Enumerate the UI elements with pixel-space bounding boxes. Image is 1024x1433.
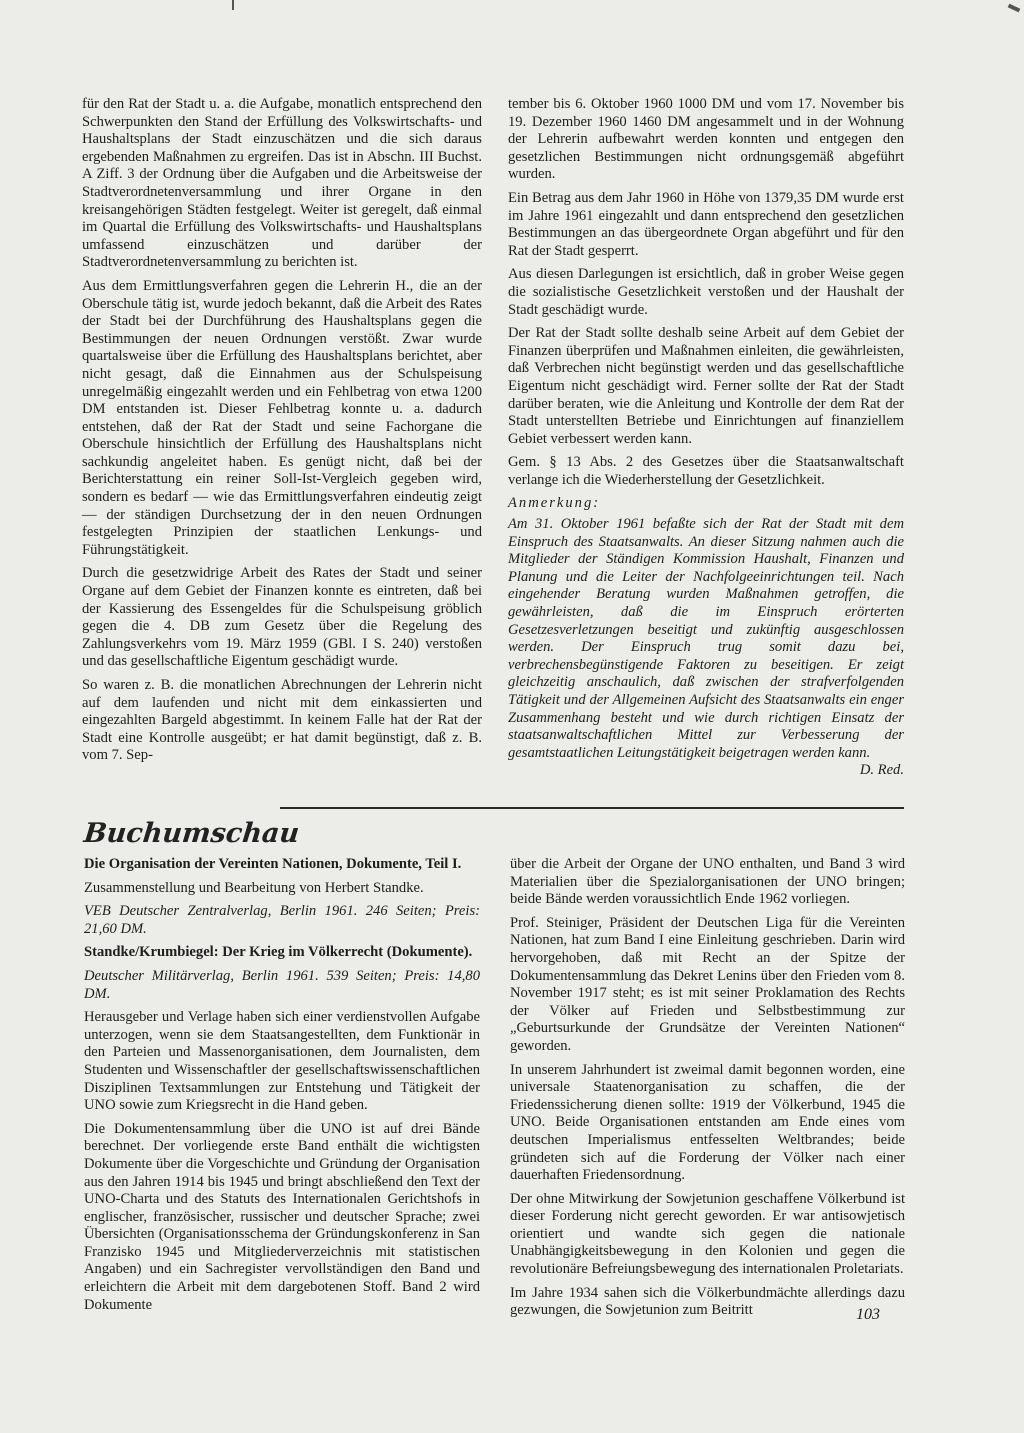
annotation-signature: D. Red. <box>859 762 904 779</box>
review-paragraph: Prof. Steiniger, Präsident der Deutschen Liga für die Vereinten Nationen, hat zum Band I eine Einleitung geschrieben. Darin wird hervorgehoben, daß mit Recht an der Spitze der Dokumentensammlung das Dekret Lenins über den Frieden vom 8. November 1917 steht; es ist mit seiner Proklamation des Rechts der Völker auf Frieden und Selbstbestimmung zur „Geburtsurkunde der Grundsätze der Vereinten Nationen“ geworden. <box>510 914 905 1054</box>
article-paragraph: Ein Betrag aus dem Jahr 1960 in Höhe von 1379,35 DM wurde erst im Jahre 1961 eingezahlt und dann entsprechend den gesetzlichen Bestimmungen an das übergeordnete Organ abgeführt und für den Rat der Stadt gesperrt. <box>508 189 904 259</box>
book-title: Die Organisation der Vereinten Nationen, Dokumente, Teil I. <box>84 856 462 872</box>
annotation-body: Am 31. Oktober 1961 befaßte sich der Rat der Stadt mit dem Einspruch des Staatsanwalts. An dieser Sitzung nahmen auch die Mitglieder der Ständigen Kommission Haushalt, Finanzen und Planung und die Leiter der Nachfolgeeinrichtungen teil. Nach eingehender Beratung wurden Maßnahmen getroffen, die gewährleisten, daß die im Einspruch erörterten Gesetzesverletzungen beseitigt und zukünftig ausgeschlossen werden. Der Einspruch trug somit dazu bei, verbrechensbegünstigende Faktoren zu beseitigen. Er zeigt gleichzeitig anschaulich, daß zwischen der strafverfolgenden Tätigkeit und der Allgemeinen Aufsicht des Staatsanwalts ein enger Zusammenhang besteht und wie durch richtigen Einsatz der staatsanwaltschaftlichen Mittel zur Verbesserung der gesamtstaatlichen Leitungstätigkeit beigetragen werden kann. <box>508 516 904 761</box>
article-paragraph: Durch die gesetzwidrige Arbeit des Rates der Stadt und seiner Organe auf dem Gebiet der Finanzen konnte es eintreten, daß bei der Kassierung des Essengeldes für die Schulspeisung gröblich gegen die 4. DB zum Gesetz über die Regelung des Zahlungsverkehrs vom 19. März 1959 (GBl. I S. 240) verstoßen und das gesellschaftliche Eigentum geschädigt wurde. <box>82 565 482 670</box>
review-paragraph: In unserem Jahrhundert ist zweimal damit begonnen worden, eine universale Staatenorganisation zu schaffen, die der Friedenssicherung dienen sollte: 1919 der Völkerbund, 1945 die UNO. Beide Organisationen entstanden am Ende eines vom deutschen Imperialismus entfesselten Weltbrandes; beide gründeten sich auf die Forderung der Völker nach einer dauerhaften Friedensordnung. <box>510 1061 905 1184</box>
review-column-left <box>84 856 480 1320</box>
annotation-heading: Anmerkung: <box>508 495 601 512</box>
article-paragraph: Aus dem Ermittlungsverfahren gegen die Lehrerin H., die an der Oberschule tätig ist, wurde jedoch bekannt, daß die Arbeit des Rates der Stadt bei der Durchführung des Haushaltsplans gegen die Bestimmungen der neuen Ordnungen verstößt. Zwar wurde quartalsweise über die Erfüllung des Haushaltsplans berichtet, aber nicht gesagt, daß die Einnahmen aus der Schulspeisung unregelmäßig eingezahlt werden und ein Fehlbetrag von etwa 1200 DM entstanden ist. Dieser Fehlbetrag konnte u. a. dadurch entstehen, daß der Rat der Stadt und seine Fachorgane die Oberschule hinsichtlich der Erfüllung des Haushaltsplans nicht sachkundig angeleitet haben. Es genügt nicht, daß bei der Berichterstattung ein reiner Soll-Ist-Vergleich gegeben wird, sondern es bedarf — wie das Ermittlungsverfahren eindeutig zeigt — der ständigen Durchsetzung der in den neuen Ordnungen festgelegten Prinzipien der staatlichen Lenkungs- und Führungstätigkeit. <box>82 277 482 558</box>
annotation-text <box>508 516 904 779</box>
section-divider <box>280 807 904 809</box>
review-paragraph: Die Dokumentensammlung über die UNO ist auf drei Bände berechnet. Der vorliegende erste Band enthält die wichtigsten Dokumente über die Vorgeschichte und Gründung der Organisation aus den Jahren 1914 bis 1945 und bringt abschließend den Text der UNO-Charta und des Statuts des Internationalen Gerichtshofs in englischer, französischer, russischer und deutscher Sprache; zwei Übersichten (Organisationsschema der Gründungskonferenz in San Franzisko 1945 und Mitgliederverzeichnis mit statistischen Angaben) und ein Sachregister vervollständigen den Band und erleichtern die Arbeit mit dem dargebotenen Stoff. Band 2 wird Dokumente <box>84 1120 480 1313</box>
article-paragraph: für den Rat der Stadt u. a. die Aufgabe, monatlich entsprechend den Schwerpunkten den Stand der Erfüllung des Volkswirtschafts- und Haushaltsplans der Stadt einzuschätzen und die sich daraus ergebenden Maßnahmen zu ergreifen. Das ist in Abschn. III Buchst. A Ziff. 3 der Ordnung über die Aufgaben und die Arbeitsweise der Stadtverordnetenversammlung und ihrer Organe in den kreisangehörigen Städten festgelegt. Weiter ist geregelt, daß einmal im Quartal die Erfüllung des Volkswirtschafts- und Haushaltsplans umfassend einzuschätzen und darüber der Stadtverordnetenversammlung zu berichten ist. <box>82 96 482 271</box>
book-author: Zusammenstellung und Bearbeitung von Herbert Standke. <box>84 879 424 896</box>
review-column-right <box>510 856 905 1326</box>
article-paragraph: Aus diesen Darlegungen ist ersichtlich, daß in grober Weise gegen die sozialistische Gesetzlichkeit verstoßen und der Haushalt der Stadt geschädigt wurde. <box>508 266 904 318</box>
section-heading: Buchumschau <box>82 818 301 849</box>
scan-mark <box>1008 4 1021 13</box>
review-paragraph: Im Jahre 1934 sahen sich die Völkerbundmächte allerdings dazu gezwungen, die Sowjetunion zum Beitritt <box>510 1284 905 1319</box>
review-paragraph: Herausgeber und Verlage haben sich einer verdienstvollen Aufgabe unterzogen, wenn sie dem Staatsangestellten, dem Funktionär in den Parteien und Massenorganisationen, dem Journalisten, dem Studenten und Wissenschaftler der gesellschaftswissenschaftlichen Disziplinen Textsammlungen zur Entstehung und Tätigkeit der UNO sowie zum Kriegsrecht in die Hand geben. <box>84 1009 480 1114</box>
scan-mark <box>232 0 234 10</box>
book-title: Standke/Krumbiegel: Der Krieg im Völkerrecht (Dokumente). <box>84 944 473 961</box>
book-publisher: Deutscher Militärverlag, Berlin 1961. 539 Seiten; Preis: 14,80 DM. <box>84 967 480 1002</box>
article-paragraph: Der Rat der Stadt sollte deshalb seine Arbeit auf dem Gebiet der Finanzen überprüfen und Maßnahmen einleiten, die gewährleisten, daß Verbrechen nicht begünstigt werden und das gesellschaftliche Eigentum nicht geschädigt wird. Ferner sollte der Rat der Stadt darüber beraten, wie die Anleitung und Kontrolle der dem Rat der Stadt unterstellten Betriebe und Einrichtungen auf finanziellem Gebiet verbessert werden kann. <box>508 325 904 447</box>
article-column-left <box>82 96 482 771</box>
book-publisher: VEB Deutscher Zentralverlag, Berlin 1961. 246 Seiten; Preis: 21,60 DM. <box>84 903 480 937</box>
article-paragraph: tember bis 6. Oktober 1960 1000 DM und vom 17. November bis 19. Dezember 1960 1460 DM angesammelt und in der Wohnung der Lehrerin aufbewahrt werden konnten und entgegen den gesetzlichen Bestimmungen nicht ordnungsgemäß abgeführt wurden. <box>508 96 904 183</box>
review-paragraph: über die Arbeit der Organe der UNO enthalten, und Band 3 wird Materialien über die Spezialorganisationen der UNO bringen; beide Bände werden voraussichtlich Ende 1962 vorliegen. <box>510 856 905 908</box>
article-column-right <box>508 96 904 780</box>
article-paragraph: Gem. § 13 Abs. 2 des Gesetzes über die Staatsanwaltschaft verlange ich die Wiederherstellung der Gesetzlichkeit. <box>508 454 904 488</box>
page-number: 103 <box>856 1306 880 1323</box>
article-paragraph: So waren z. B. die monatlichen Abrechnungen der Lehrerin nicht auf dem laufenden und nicht mit dem einkassierten und eingezahlten Bargeld abgestimmt. In keinem Falle hat der Rat der Stadt eine Kontrolle ausgeübt; er hat damit begünstigt, daß z. B. vom 7. Sep- <box>82 677 482 764</box>
review-paragraph: Der ohne Mitwirkung der Sowjetunion geschaffene Völkerbund ist dieser Forderung nicht gerecht geworden. Er war antisowjetisch orientiert und wandte sich gegen die nationale Unabhängigkeitsbewegung in den Kolonien und gegen die revolutionäre Befreiungsbewegung des internationalen Proletariats. <box>510 1190 905 1278</box>
